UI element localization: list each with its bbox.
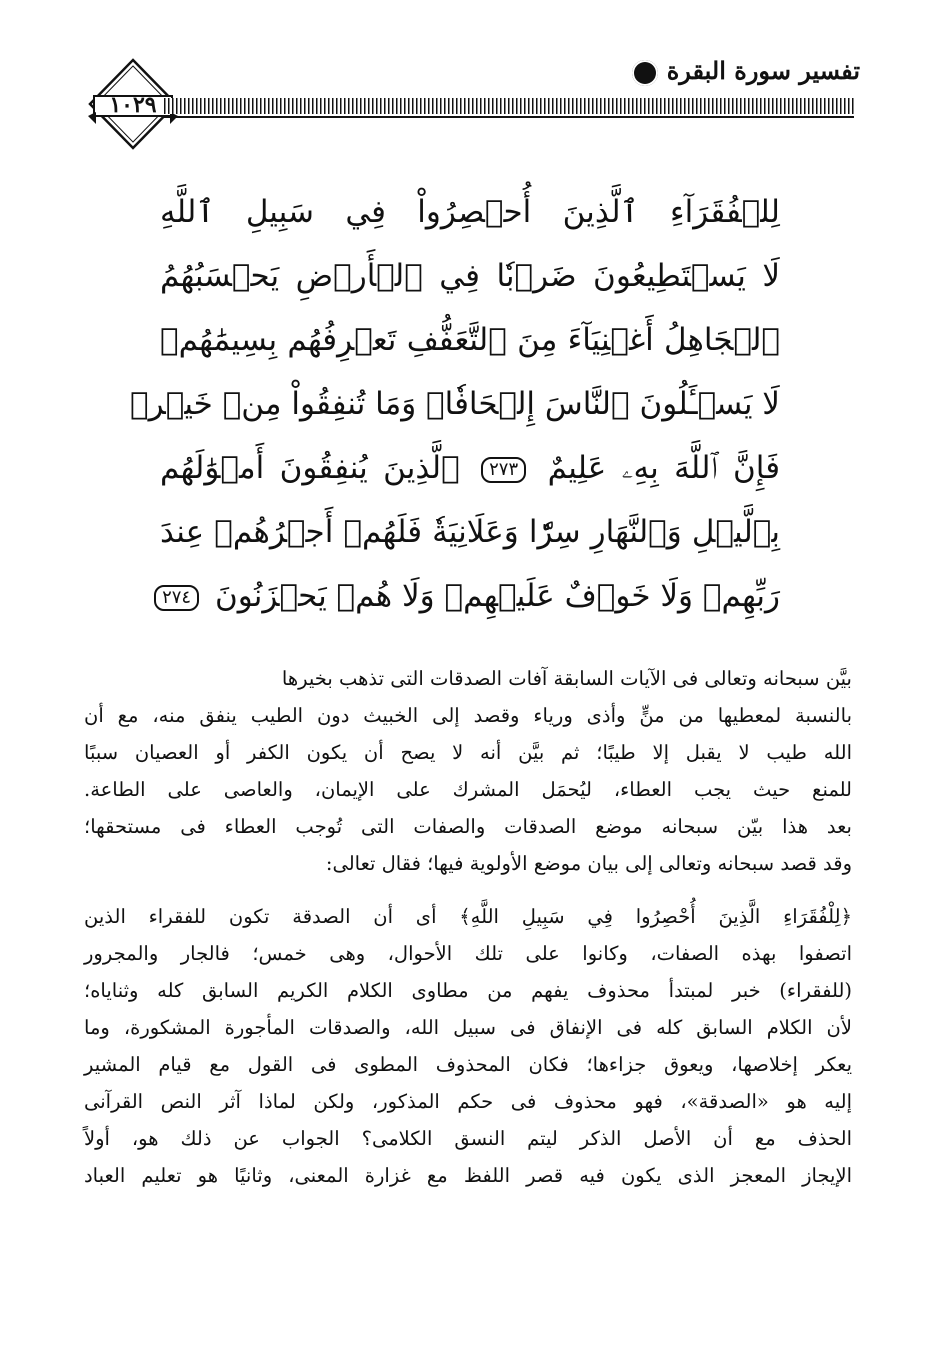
- verse-line: [160, 436, 780, 500]
- header-underline: [164, 116, 854, 118]
- text-line: يعكر إخلاصها، ويعوق جزاءها؛ فكان المحذوف المطوى فى القول مع قيام المشير: [84, 1053, 852, 1076]
- text-line: (للفقراء) خبر لمبتدأ محذوف يفهم من مطاوى الكلام الكريم السابق كله وثناياه؛: [84, 979, 852, 1002]
- text-line: بيَّن سبحانه وتعالى فى الآيات السابقة آفات الصدقات التى تذهب بخيرها: [281, 667, 852, 690]
- verse-line: لِلۡفُقَرَآءِ ٱلَّذِينَ أُحۡصِرُواْ فِي سَبِيلِ ٱللَّهِ: [160, 194, 780, 230]
- text-line: بالنسبة لمعطيها من منٍّ وأذى ورياء وقصد إلى الخبيث دون الطيب ينفق منه، مع أن: [84, 704, 852, 727]
- running-title: [624, 56, 860, 86]
- text-line: الإيجاز المعجز الذى يكون فيه قصر اللفظ مع غزارة المعنى، وثانيًا هو تعليم العباد: [84, 1164, 852, 1187]
- text-line: بعد هذا بيّن سبحانه موضع الصدقات والصفات التى تُوجب العطاء فى مستحقها؛: [84, 815, 852, 838]
- ayah-number-274: ٢٧٤: [154, 585, 199, 611]
- header-rule: [164, 98, 854, 114]
- verse-segment: ٱلَّذِينَ يُنفِقُونَ أَمۡوَٰلَهُم: [160, 450, 460, 486]
- quran-verses: [130, 180, 781, 628]
- text-line: الله طيب لا يقبل إلا طيبًا؛ ثم بيَّن أنه لا يصح أن يكون الكفر أو العصيان سببًا: [84, 741, 852, 764]
- verse-segment: رَبِّهِمۡ وَلَا خَوۡفٌ عَلَيۡهِمۡ وَلَا هُمۡ يَحۡزَنُونَ: [214, 578, 780, 614]
- commentary-text: [84, 660, 852, 1194]
- verse-line: بِٱلَّيۡلِ وَٱلنَّهَارِ سِرّٗا وَعَلَانِيَةٗ فَلَهُمۡ أَجۡرُهُمۡ عِندَ: [160, 514, 780, 550]
- verse-line: ٱلۡجَاهِلُ أَغۡنِيَآءَ مِنَ ٱلتَّعَفُّفِ تَعۡرِفُهُم بِسِيمَٰهُمۡ: [160, 322, 780, 358]
- ornament-icon: [632, 60, 658, 86]
- ayah-number-273: ٢٧٣: [481, 457, 526, 483]
- verse-line: [160, 564, 780, 628]
- verse-segment: فَإِنَّ ٱللَّهَ بِهِۦ عَلِيمٌ: [547, 450, 781, 486]
- running-title-text: تفسير سورة البقرة: [666, 56, 860, 85]
- text-line: ﴿لِلْفُقَرَاءِ الَّذِينَ أُحْصِرُوا فِي سَبِيلِ اللَّهِ﴾ أى أن الصدقة تكون للفقراء الذين: [84, 905, 852, 928]
- page-header: [60, 48, 860, 148]
- text-line: وقد قصد سبحانه وتعالى إلى بيان موضع الأولوية فيها؛ فقال تعالى:: [325, 852, 852, 875]
- text-line: لأن الكلام السابق كله فى الإنفاق فى سبيل الله، والصدقات المأجورة المشكورة، وما: [84, 1016, 852, 1039]
- text-line: الحذف مع أن الأصل الذكر ليتم النسق الكلامى؟ الجواب عن ذلك هو، أولاً: [84, 1127, 852, 1150]
- verse-line: لَا يَسۡتَطِيعُونَ ضَرۡبٗا فِي ٱلۡأَرۡضِ يَحۡسَبُهُمُ: [160, 258, 780, 294]
- page-number: ١٠٢٩: [109, 92, 157, 118]
- verse-line: لَا يَسۡـَٔلُونَ ٱلنَّاسَ إِلۡحَافٗاۗ وَمَا تُنفِقُواْ مِنۡ خَيۡرٖ: [130, 386, 780, 422]
- text-line: إليه هو «الصدقة»، فهو محذوف فى حكم المذكور، ولكن لماذا آثر النص القرآنى: [84, 1090, 852, 1113]
- text-line: للمنع حيث يجب العطاء، ليُحمَل المشرك على الإيمان، والعاصى على الطاعة.: [84, 778, 852, 801]
- text-line: اتصفوا بهذه الصفات، وكانوا على تلك الأحوال، وهى خمس؛ فالجار والمجرور: [84, 942, 852, 965]
